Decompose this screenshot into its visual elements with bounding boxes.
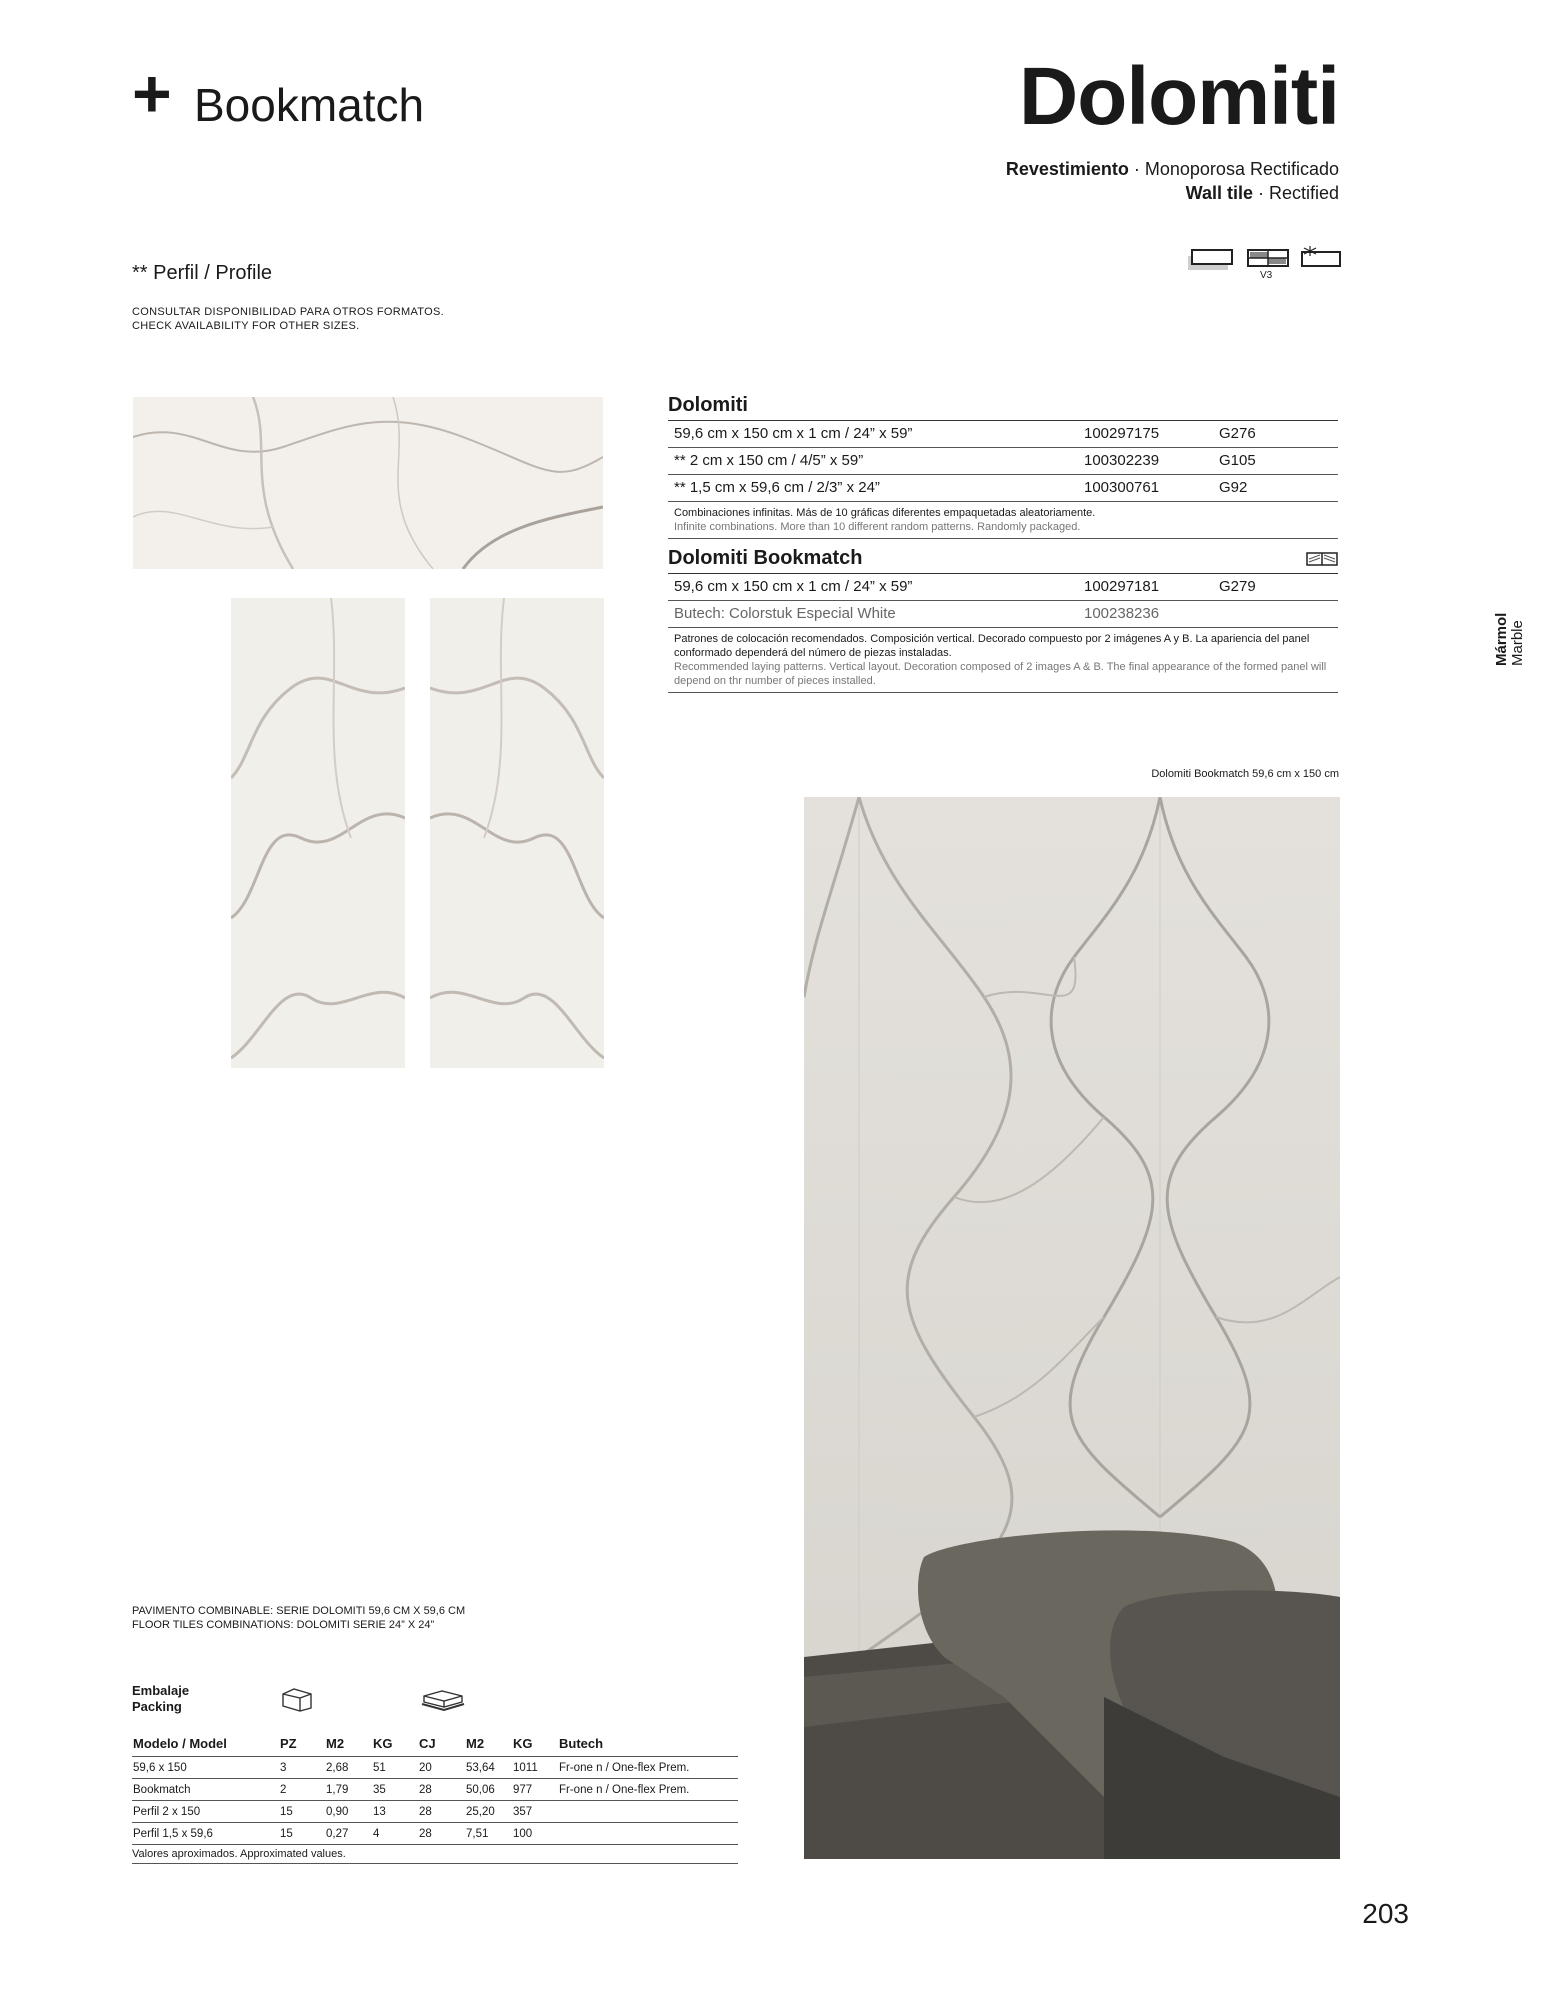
table-cell: 15 [279, 1823, 325, 1845]
packing-footer: Valores aproximados. Approximated values. [132, 1845, 738, 1864]
pallet-icon [420, 1688, 466, 1712]
profile-tile-image [133, 397, 603, 569]
table-cell: 1,79 [325, 1779, 372, 1801]
bookmatch-tile-a [231, 598, 405, 1068]
type-es-bold: Revestimiento [1005, 159, 1129, 179]
note-es: Patrones de colocación recomendados. Composición vertical. Decorado compuesto por 2 imágenes A y B. La apariencia del panel conformado dependerá del número de piezas instaladas. [674, 633, 1310, 659]
table-cell: 977 [512, 1779, 558, 1801]
type-en-bold: Wall tile [1185, 183, 1253, 203]
col-kg-pallet: KG [513, 1735, 533, 1751]
floor-combination-note [132, 1604, 465, 1632]
size-cell: ** 1,5 cm x 59,6 cm / 2/3” x 24” [674, 479, 880, 496]
availability-en: CHECK AVAILABILITY FOR OTHER SIZES. [132, 320, 360, 332]
table-cell: Fr-one n / One-flex Prem. [558, 1757, 738, 1779]
table-cell: 13 [372, 1801, 418, 1823]
code-cell: 100300761 [1084, 479, 1160, 496]
g-cell: G276 [1219, 425, 1256, 442]
dolomiti-heading: Dolomiti [668, 392, 1338, 421]
note-en: Infinite combinations. More than 10 different random patterns. Randomly packaged. [674, 521, 1081, 533]
combination-en: FLOOR TILES COMBINATIONS: DOLOMITI SERIE 24” X 24” [132, 1619, 435, 1631]
product-type-es [1006, 158, 1339, 180]
bookmatch-heading: Dolomiti Bookmatch [668, 547, 863, 569]
ambient-photo [804, 797, 1340, 1859]
bookmatch-note [668, 628, 1338, 693]
g-cell: G92 [1219, 479, 1248, 496]
profile-label: ** Perfil / Profile [132, 262, 273, 284]
category-en: Marble [1509, 620, 1526, 666]
page-number: 203 [1362, 1898, 1409, 1929]
table-cell: 50,06 [465, 1779, 512, 1801]
table-cell: 357 [512, 1801, 558, 1823]
table-cell: 25,20 [465, 1801, 512, 1823]
table-cell: 51 [372, 1757, 418, 1779]
g-cell: G279 [1219, 578, 1256, 595]
product-type-en [1186, 182, 1339, 204]
marble-texture-b [430, 598, 604, 1068]
size-cell: 59,6 cm x 150 cm x 1 cm / 24” x 59” [674, 578, 913, 595]
size-cell: ** 2 cm x 150 cm / 4/5” x 59” [674, 452, 864, 469]
table-cell: Perfil 1,5 x 59,6 [132, 1823, 279, 1845]
table-cell: Fr-one n / One-flex Prem. [558, 1779, 738, 1801]
table-cell: 100 [512, 1823, 558, 1845]
table-row [668, 448, 1338, 475]
box-icon [280, 1686, 314, 1712]
table-cell: 28 [418, 1779, 465, 1801]
table-cell: 4 [372, 1823, 418, 1845]
table-row [668, 475, 1338, 502]
bookmatch-tile-b [430, 598, 604, 1068]
table-cell: 28 [418, 1823, 465, 1845]
type-en-rest: · Rectified [1252, 183, 1339, 203]
bookmatch-heading-row [668, 545, 1338, 574]
code-cell: 100238236 [1084, 605, 1160, 622]
col-cj: CJ [419, 1735, 436, 1751]
g-cell: G105 [1219, 452, 1256, 469]
code-cell: 100302239 [1084, 452, 1160, 469]
table-row [132, 1823, 738, 1845]
table-row [668, 601, 1338, 628]
category-es: Mármol [1493, 612, 1510, 666]
packing-label-es: Embalaje [132, 1683, 190, 1698]
table-row [132, 1779, 738, 1801]
marble-texture-a [231, 598, 405, 1068]
table-cell: 53,64 [465, 1757, 512, 1779]
g-cell [1219, 601, 1319, 627]
spec-table [668, 392, 1338, 693]
plus-icon: + [132, 56, 172, 132]
col-m2: M2 [326, 1735, 345, 1751]
table-cell: 20 [418, 1757, 465, 1779]
table-row [132, 1801, 738, 1823]
col-m2-pallet: M2 [466, 1735, 485, 1751]
table-cell: 3 [279, 1757, 325, 1779]
category-side-tab [1494, 556, 1528, 666]
page-title: Dolomiti [1019, 51, 1339, 142]
table-cell: 35 [372, 1779, 418, 1801]
table-cell: 0,90 [325, 1801, 372, 1823]
table-header-row [132, 1730, 738, 1757]
dolomiti-note [668, 502, 1338, 539]
bookmatch-pattern-icon [1306, 552, 1338, 566]
availability-note [132, 305, 444, 333]
table-cell: 1011 [512, 1757, 558, 1779]
photo-caption: Dolomiti Bookmatch 59,6 cm x 150 cm [1151, 768, 1339, 780]
table-cell: 2 [279, 1779, 325, 1801]
packing-label-en: Packing [132, 1699, 182, 1714]
collection-title: Bookmatch [194, 79, 425, 131]
col-kg: KG [373, 1735, 393, 1751]
table-cell: 15 [279, 1801, 325, 1823]
marble-texture [133, 397, 603, 569]
table-row [132, 1757, 738, 1779]
spec-icons [1186, 246, 1342, 282]
size-cell: Butech: Colorstuk Especial White [674, 605, 896, 622]
shade-variation-icon [1248, 250, 1288, 266]
wall-light-icon [1302, 246, 1340, 266]
type-es-rest: · Monoporosa Rectificado [1128, 159, 1339, 179]
table-cell: 59,6 x 150 [132, 1757, 279, 1779]
col-pz: PZ [280, 1735, 297, 1751]
availability-es: CONSULTAR DISPONIBILIDAD PARA OTROS FORMATOS. [132, 306, 444, 318]
v3-label: V3 [1260, 270, 1273, 281]
table-cell: 7,51 [465, 1823, 512, 1845]
col-model: Modelo / Model [133, 1735, 227, 1751]
table-cell: Perfil 2 x 150 [132, 1801, 279, 1823]
table-cell: 28 [418, 1801, 465, 1823]
ambient-photo-illustration [804, 797, 1340, 1859]
col-butech: Butech [559, 1735, 604, 1751]
table-cell: 2,68 [325, 1757, 372, 1779]
note-en: Recommended laying patterns. Vertical layout. Decoration composed of 2 images A & B. The final appearance of the formed panel will depend on thr number of pieces installed. [674, 661, 1327, 687]
code-cell: 100297181 [1084, 578, 1160, 595]
packing-table [132, 1730, 738, 1864]
table-cell [558, 1823, 738, 1845]
table-row [668, 574, 1338, 601]
table-cell [558, 1801, 738, 1823]
size-cell: 59,6 cm x 150 cm x 1 cm / 24” x 59” [674, 425, 913, 442]
packing-label [132, 1683, 189, 1715]
combination-es: PAVIMENTO COMBINABLE: SERIE DOLOMITI 59,6 CM X 59,6 CM [132, 1605, 466, 1617]
note-es: Combinaciones infinitas. Más de 10 gráficas diferentes empaquetadas aleatoriamente. [674, 507, 1096, 519]
table-cell: Bookmatch [132, 1779, 279, 1801]
table-cell: 0,27 [325, 1823, 372, 1845]
rectified-tile-icon [1188, 250, 1232, 270]
table-row [668, 421, 1338, 448]
code-cell: 100297175 [1084, 425, 1160, 442]
